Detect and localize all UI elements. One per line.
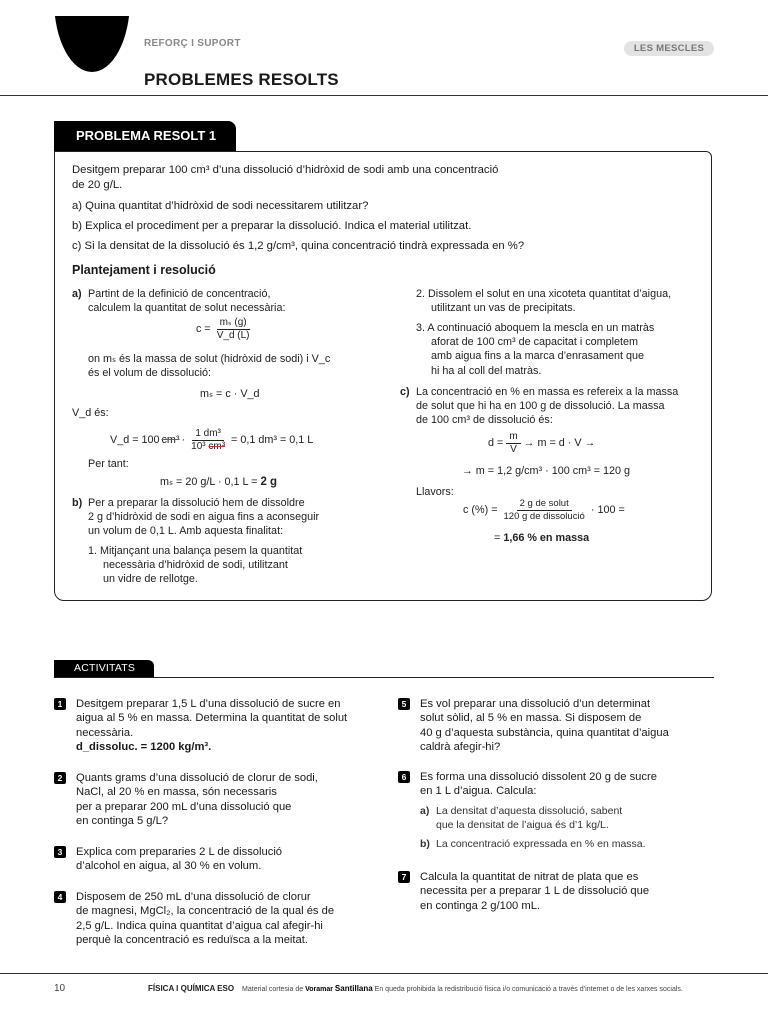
text-line: on mₛ és la massa de solut (hidròxid de sodi) i V_c — [88, 353, 331, 365]
text-line: hi ha al coll del matràs. — [431, 364, 542, 377]
solution-heading: Plantejament i resolució — [72, 263, 216, 277]
text-line: 3. A continuació aboquem la mescla en un matràs — [416, 322, 655, 334]
text-line: utilitzant un vas de precipitats. — [431, 302, 576, 315]
equals-sign: = — [494, 532, 501, 544]
activity-item — [54, 771, 318, 828]
percentage-formula — [463, 498, 625, 523]
activity-number: 5 — [398, 698, 410, 710]
step-1 — [88, 544, 302, 587]
activity-line: Explica com prepararies 2 L de dissolució — [76, 846, 283, 858]
then-label: Llavors: — [416, 486, 454, 498]
numerator: 1 dm³ — [192, 428, 224, 441]
activity-number: 6 — [398, 771, 410, 783]
numerator: mₛ (g) — [217, 317, 250, 330]
part-c-label: c) — [400, 386, 410, 398]
statement-line: de 20 g/L. — [72, 178, 123, 191]
sub-line: que la densitat de l’aigua és d’1 kg/L. — [436, 818, 609, 831]
formula-rhs: = 0,1 dm³ = 0,1 L — [231, 434, 314, 447]
step-2 — [416, 287, 671, 315]
activity-line: d’alcohol en aigua, al 30 % en volum. — [76, 860, 262, 873]
therefore-label: Per tant: — [88, 458, 129, 470]
definition-text — [88, 352, 330, 380]
activity-item — [398, 697, 669, 754]
activity-item — [398, 770, 657, 851]
question-c: c) Si la densitat de la dissolució és 1,2 g/cm³, quina concentració tindrà expressada en %? — [72, 240, 525, 252]
activity-line: en continga 5 g/L? — [76, 814, 169, 827]
header-decoration-mask — [54, 0, 130, 16]
activity-number: 7 — [398, 871, 410, 883]
footer-divider — [0, 973, 768, 974]
denominator — [188, 441, 228, 453]
statement-line: Desitgem preparar 100 cm³ d’una dissolució d’hidròxid de sodi amb una concentració — [72, 164, 499, 176]
denominator: 120 g de dissolució — [503, 511, 585, 522]
step-3 — [416, 321, 654, 378]
formula-lhs: c (%) = — [463, 504, 498, 517]
activity-item — [54, 890, 334, 947]
topic-badge: LES MESCLES — [624, 41, 714, 56]
text-line: Per a preparar la dissolució hem de dissoldre — [88, 497, 305, 509]
rights-text: En queda prohibida la redistribució física i/o comunicació a través d’internet o de les xarxes socials. — [374, 986, 683, 993]
text-line: Partint de la definició de concentració, — [88, 288, 271, 300]
activity-number: 1 — [54, 698, 66, 710]
activity-line: necessita per a preparar 1 L de dissolució que — [420, 885, 650, 898]
activity-line: Calcula la quantitat de nitrat de plata que es — [420, 871, 639, 883]
text-line: 2 g d’hidròxid de sodi en aigua fins a aconseguir — [88, 511, 320, 524]
sub-question-a — [420, 804, 657, 833]
sub-label: b) — [420, 838, 430, 851]
cancelled-unit: cm³ — [161, 434, 180, 447]
activity-line: Quants grams d’una dissolució de clorur de sodi, — [76, 772, 318, 784]
activity-line: perquè la concentració es reduïsca a la meitat. — [76, 933, 308, 946]
activity-item — [54, 845, 282, 874]
book-title: FÍSICA I QUÍMICA ESO — [148, 984, 235, 993]
part-b-text — [88, 496, 319, 539]
concentration-formula — [196, 317, 256, 342]
activity-number: 4 — [54, 891, 66, 903]
denominator: V — [510, 444, 517, 455]
activity-line: 40 g d’aquesta substància, quina quantitat d’aigua — [420, 726, 669, 739]
text-line: de solut que hi ha en 100 g de dissolució. La massa — [416, 400, 665, 413]
activity-item — [54, 697, 347, 754]
activity-line: NaCl, al 20 % en massa, són necessaris — [76, 786, 277, 799]
activity-line: necessària. — [76, 726, 134, 739]
activity-line: en 1 L d’aigua. Calcula: — [420, 785, 537, 798]
fraction — [188, 428, 228, 453]
text-line: un vidre de rellotge. — [103, 573, 198, 586]
activity-line: 2,5 g/L. Indica quina quantitat d’aigua cal afegir-hi — [76, 919, 323, 932]
fraction — [506, 431, 520, 456]
problem-tab: PROBLEMA RESOLT 1 — [54, 121, 236, 151]
section-label: REFORÇ I SUPORT — [144, 38, 241, 49]
formula-rhs: → m = d · V → — [523, 437, 596, 450]
volume-label: V_d és: — [72, 407, 109, 419]
activity-line: de magnesi, MgCl₂, la concentració de la qual és de — [76, 905, 335, 918]
activity-line: en continga 2 g/100 mL. — [420, 899, 541, 912]
part-a-text — [88, 287, 285, 315]
fraction — [501, 498, 588, 523]
question-a: a) Quina quantitat d’hidròxid de sodi necessitarem utilitzar? — [72, 200, 369, 212]
text-line: un volum de 0,1 L. Amb aquesta finalitat: — [88, 525, 284, 538]
activities-divider — [54, 677, 714, 678]
activities-tab: ACTIVITATS — [54, 660, 154, 677]
formula-lhs: V_d = 100 — [110, 434, 160, 447]
mass-calculation: → m = 1,2 g/cm³ · 100 cm³ = 120 g — [462, 465, 631, 477]
activity-line: solut sòlid, al 5 % en massa. Si disposem de — [420, 712, 642, 725]
part-a-label: a) — [72, 288, 82, 300]
brand-santillana: Santillana — [334, 984, 373, 993]
page-number: 10 — [54, 983, 66, 994]
text-line: és el volum de dissolució: — [88, 367, 212, 380]
dot: · — [181, 434, 186, 447]
denominator-number: 10³ — [191, 441, 206, 452]
brand-voramar: Voramar — [305, 986, 333, 993]
text-line: amb aigua fins a la marca d’enrasament que — [431, 350, 645, 363]
activity-number: 3 — [54, 846, 66, 858]
activity-line: caldrà afegir-hi? — [420, 740, 501, 753]
text-line: 1. Mitjançant una balança pesem la quantitat — [88, 545, 303, 557]
activity-extra: d_dissoluc. = 1200 kg/m³. — [76, 740, 212, 753]
activity-line: Desitgem preparar 1,5 L d’una dissolució de sucre en — [76, 698, 341, 710]
sub-line: La densitat d’aquesta dissolució, sabent — [436, 804, 623, 817]
sub-line: La concentració expressada en % en massa. — [436, 838, 646, 851]
activity-item — [398, 870, 649, 913]
mass-result — [160, 475, 277, 489]
formula-lhs: c = — [196, 323, 211, 336]
activity-line: aigua al 5 % en massa. Determina la quantitat de solut — [76, 712, 348, 725]
activity-number: 2 — [54, 772, 66, 784]
activity-line: per a preparar 200 mL d’una dissolució que — [76, 800, 292, 813]
sub-label: a) — [420, 804, 430, 817]
problem-statement — [72, 163, 498, 192]
courtesy-text: Material cortesia de — [242, 986, 304, 993]
page-title: PROBLEMES RESOLTS — [144, 70, 339, 89]
activity-line: Es vol preparar una dissolució d’un determinat — [420, 698, 651, 710]
volume-conversion — [110, 428, 313, 453]
text-line: necessària d’hidròxid de sodi, utilitzant — [103, 559, 288, 572]
denominator: V_d (L) — [216, 330, 250, 341]
text-line: de 100 cm³ de dissolució és: — [416, 414, 553, 427]
sub-question-b — [420, 837, 657, 851]
question-b: b) Explica el procediment per a preparar la dissolució. Indica el material utilitzat. — [72, 220, 472, 232]
numerator: m — [506, 431, 520, 444]
mass-calc: mₛ = 20 g/L · 0,1 L = — [160, 476, 258, 488]
text-line: 2. Dissolem el solut en una xicoteta quantitat d’aigua, — [416, 288, 672, 300]
activity-line: Disposem de 250 mL d’una dissolució de clorur — [76, 891, 311, 903]
activity-line: Es forma una dissolució dissolent 20 g de sucre — [420, 771, 657, 783]
formula-rhs: · 100 = — [590, 504, 625, 517]
footer-text — [148, 984, 683, 993]
fraction — [214, 317, 253, 342]
mass-formula: mₛ = c · V_d — [200, 388, 260, 400]
density-formula — [488, 431, 595, 456]
cancelled-unit: cm³ — [208, 441, 226, 452]
formula-lhs: d = — [488, 437, 504, 450]
text-line: calculem la quantitat de solut necessària: — [88, 302, 286, 315]
percentage-result — [494, 531, 589, 545]
result-value: 1,66 % en massa — [503, 532, 590, 544]
mass-value: 2 g — [260, 476, 278, 488]
part-b-label: b) — [72, 497, 83, 509]
header-divider — [0, 95, 768, 96]
numerator: 2 g de solut — [517, 498, 572, 511]
text-line: La concentració en % en massa es refereix a la massa — [416, 386, 679, 398]
part-c-text — [416, 385, 678, 428]
text-line: aforat de 100 cm³ de capacitat i completem — [431, 336, 639, 349]
